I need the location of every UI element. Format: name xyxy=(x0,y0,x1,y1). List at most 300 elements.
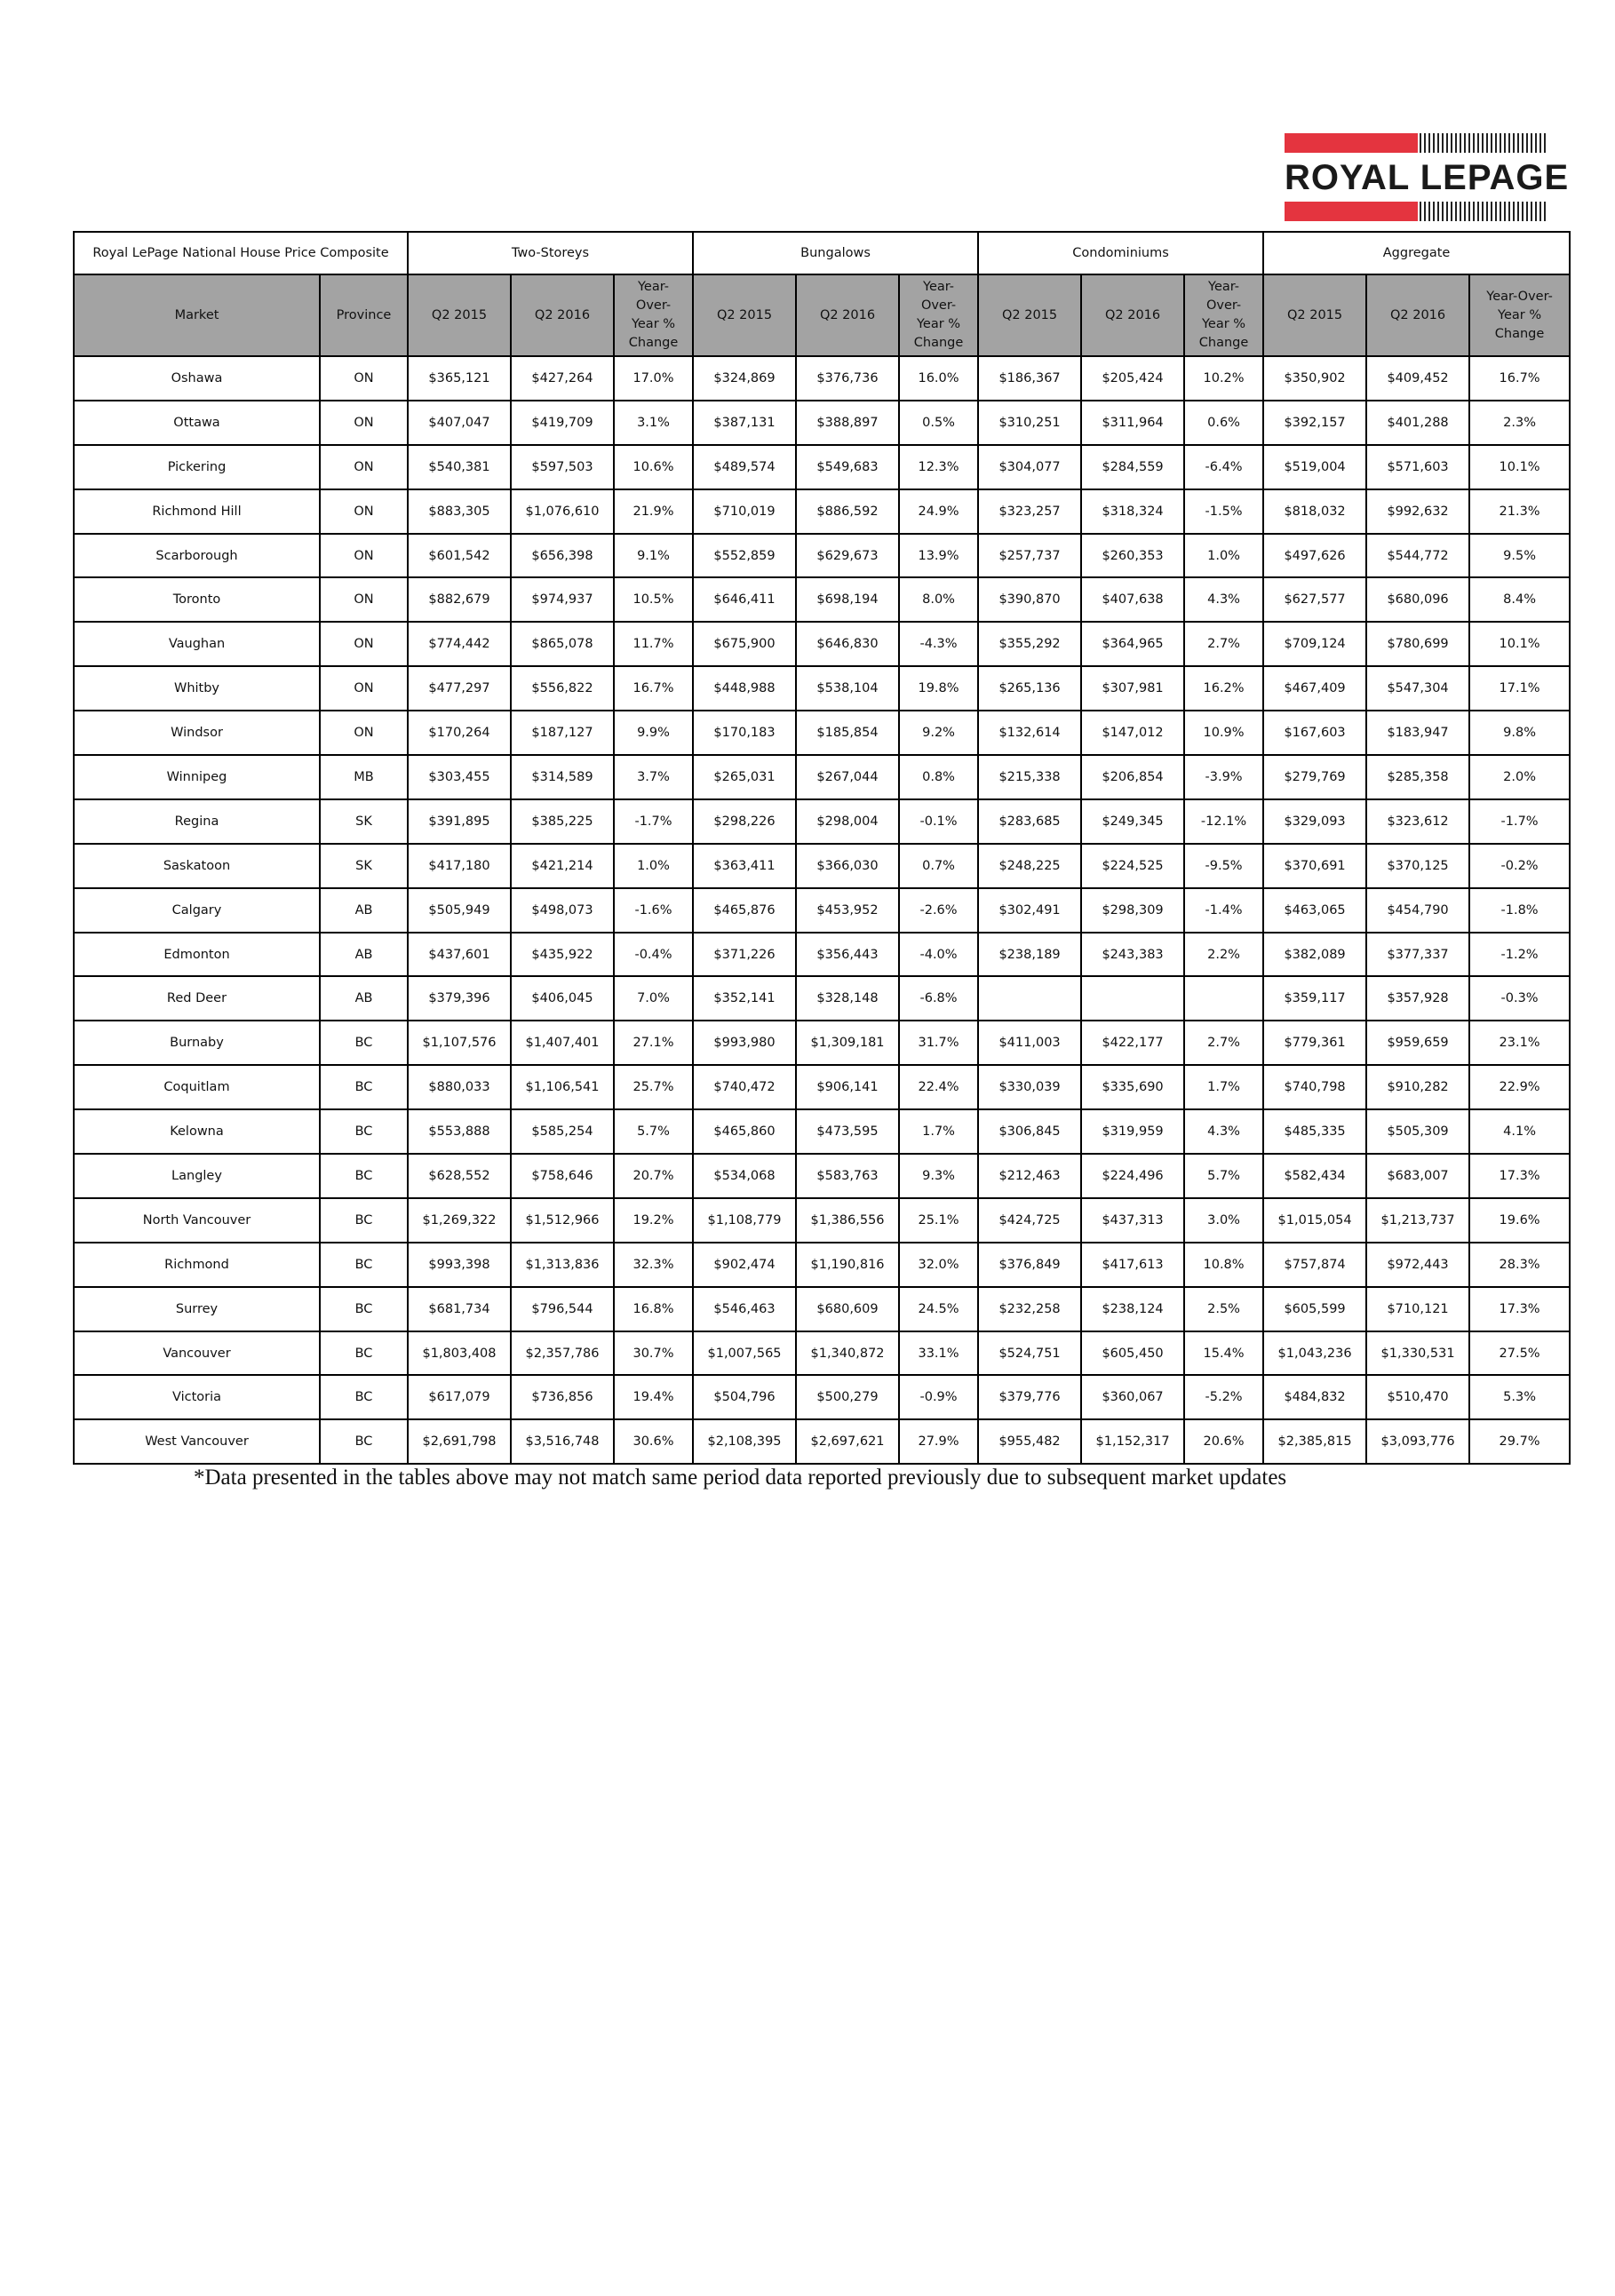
two-storeys-q2-2015-cell: $628,552 xyxy=(408,1154,511,1198)
two-storeys-q2-2016-cell: $3,516,748 xyxy=(511,1419,614,1464)
two-storeys-change-cell: -1.7% xyxy=(614,799,693,844)
province-cell: SK xyxy=(320,844,408,888)
bungalows-change-cell: 25.1% xyxy=(899,1198,978,1243)
aggregate-change-cell: 9.8% xyxy=(1469,711,1570,755)
column-header-row xyxy=(74,274,1570,356)
province-cell: BC xyxy=(320,1021,408,1065)
table-body xyxy=(74,356,1570,1464)
two-storeys-q2-2015-cell: $1,803,408 xyxy=(408,1331,511,1376)
col-two-storeys-q2-2016: Q2 2016 xyxy=(511,274,614,356)
logo-barcode-bottom xyxy=(1420,202,1546,221)
condominiums-change-cell: -1.4% xyxy=(1184,888,1263,933)
aggregate-q2-2016-cell: $505,309 xyxy=(1366,1109,1469,1154)
two-storeys-q2-2016-cell: $974,937 xyxy=(511,577,614,622)
table-row xyxy=(74,933,1570,977)
condominiums-change-cell: 2.7% xyxy=(1184,622,1263,666)
royal-lepage-logo xyxy=(1285,133,1570,220)
bungalows-q2-2015-cell: $546,463 xyxy=(693,1287,796,1331)
aggregate-q2-2015-cell: $1,015,054 xyxy=(1263,1198,1366,1243)
bungalows-change-cell: 9.3% xyxy=(899,1154,978,1198)
condominiums-q2-2016-cell: $243,383 xyxy=(1081,933,1184,977)
condominiums-q2-2015-cell xyxy=(978,976,1081,1021)
bungalows-q2-2016-cell: $1,340,872 xyxy=(796,1331,899,1376)
bungalows-q2-2016-cell: $629,673 xyxy=(796,534,899,578)
bungalows-change-cell: 1.7% xyxy=(899,1109,978,1154)
two-storeys-change-cell: 9.9% xyxy=(614,711,693,755)
two-storeys-q2-2015-cell: $407,047 xyxy=(408,401,511,445)
col-condominiums-q2-2015: Q2 2015 xyxy=(978,274,1081,356)
aggregate-q2-2015-cell: $467,409 xyxy=(1263,666,1366,711)
bungalows-q2-2016-cell: $1,386,556 xyxy=(796,1198,899,1243)
group-header-row xyxy=(74,232,1570,274)
condominiums-change-cell: -12.1% xyxy=(1184,799,1263,844)
two-storeys-change-cell: 30.7% xyxy=(614,1331,693,1376)
col-bungalows-q2-2016: Q2 2016 xyxy=(796,274,899,356)
aggregate-q2-2016-cell: $972,443 xyxy=(1366,1243,1469,1287)
bungalows-q2-2015-cell: $465,876 xyxy=(693,888,796,933)
aggregate-q2-2015-cell: $484,832 xyxy=(1263,1375,1366,1419)
aggregate-q2-2016-cell: $377,337 xyxy=(1366,933,1469,977)
bungalows-q2-2015-cell: $534,068 xyxy=(693,1154,796,1198)
table-row xyxy=(74,1331,1570,1376)
condominiums-q2-2015-cell: $265,136 xyxy=(978,666,1081,711)
group-two-storeys: Two-Storeys xyxy=(408,232,693,274)
condominiums-change-cell: -5.2% xyxy=(1184,1375,1263,1419)
bungalows-q2-2016-cell: $500,279 xyxy=(796,1375,899,1419)
aggregate-change-cell: 10.1% xyxy=(1469,622,1570,666)
bungalows-change-cell: 32.0% xyxy=(899,1243,978,1287)
condominiums-q2-2016-cell: $147,012 xyxy=(1081,711,1184,755)
two-storeys-q2-2015-cell: $437,601 xyxy=(408,933,511,977)
province-cell: ON xyxy=(320,534,408,578)
condominiums-change-cell: -6.4% xyxy=(1184,445,1263,489)
aggregate-q2-2016-cell: $571,603 xyxy=(1366,445,1469,489)
bungalows-q2-2016-cell: $298,004 xyxy=(796,799,899,844)
condominiums-q2-2016-cell: $260,353 xyxy=(1081,534,1184,578)
condominiums-q2-2015-cell: $304,077 xyxy=(978,445,1081,489)
two-storeys-change-cell: 16.7% xyxy=(614,666,693,711)
bungalows-q2-2016-cell: $376,736 xyxy=(796,356,899,401)
condominiums-change-cell: -9.5% xyxy=(1184,844,1263,888)
aggregate-q2-2015-cell: $1,043,236 xyxy=(1263,1331,1366,1376)
bungalows-change-cell: -4.3% xyxy=(899,622,978,666)
two-storeys-change-cell: 7.0% xyxy=(614,976,693,1021)
two-storeys-q2-2016-cell: $187,127 xyxy=(511,711,614,755)
aggregate-q2-2016-cell: $401,288 xyxy=(1366,401,1469,445)
table-row xyxy=(74,755,1570,799)
bungalows-q2-2016-cell: $680,609 xyxy=(796,1287,899,1331)
aggregate-q2-2016-cell: $183,947 xyxy=(1366,711,1469,755)
group-condominiums: Condominiums xyxy=(978,232,1263,274)
province-cell: ON xyxy=(320,401,408,445)
table-row xyxy=(74,1021,1570,1065)
market-cell: Kelowna xyxy=(74,1109,320,1154)
bungalows-q2-2015-cell: $504,796 xyxy=(693,1375,796,1419)
two-storeys-q2-2016-cell: $758,646 xyxy=(511,1154,614,1198)
market-cell: Regina xyxy=(74,799,320,844)
two-storeys-q2-2015-cell: $601,542 xyxy=(408,534,511,578)
market-cell: Red Deer xyxy=(74,976,320,1021)
aggregate-change-cell: -1.2% xyxy=(1469,933,1570,977)
aggregate-q2-2015-cell: $370,691 xyxy=(1263,844,1366,888)
market-cell: Saskatoon xyxy=(74,844,320,888)
province-cell: AB xyxy=(320,933,408,977)
two-storeys-change-cell: 10.6% xyxy=(614,445,693,489)
two-storeys-q2-2015-cell: $417,180 xyxy=(408,844,511,888)
two-storeys-change-cell: 16.8% xyxy=(614,1287,693,1331)
group-aggregate: Aggregate xyxy=(1263,232,1570,274)
province-cell: BC xyxy=(320,1154,408,1198)
aggregate-q2-2015-cell: $582,434 xyxy=(1263,1154,1366,1198)
aggregate-q2-2016-cell: $510,470 xyxy=(1366,1375,1469,1419)
two-storeys-q2-2015-cell: $993,398 xyxy=(408,1243,511,1287)
market-cell: Langley xyxy=(74,1154,320,1198)
aggregate-q2-2015-cell: $463,065 xyxy=(1263,888,1366,933)
aggregate-q2-2016-cell: $710,121 xyxy=(1366,1287,1469,1331)
province-cell: BC xyxy=(320,1331,408,1376)
aggregate-q2-2015-cell: $167,603 xyxy=(1263,711,1366,755)
condominiums-q2-2016-cell: $605,450 xyxy=(1081,1331,1184,1376)
two-storeys-change-cell: 5.7% xyxy=(614,1109,693,1154)
aggregate-q2-2016-cell: $3,093,776 xyxy=(1366,1419,1469,1464)
two-storeys-change-cell: 32.3% xyxy=(614,1243,693,1287)
table-row xyxy=(74,534,1570,578)
province-cell: AB xyxy=(320,888,408,933)
bungalows-change-cell: 27.9% xyxy=(899,1419,978,1464)
two-storeys-change-cell: 20.7% xyxy=(614,1154,693,1198)
aggregate-q2-2016-cell: $544,772 xyxy=(1366,534,1469,578)
col-two-storeys-q2-2015: Q2 2015 xyxy=(408,274,511,356)
two-storeys-q2-2016-cell: $498,073 xyxy=(511,888,614,933)
condominiums-q2-2016-cell: $335,690 xyxy=(1081,1065,1184,1109)
bungalows-q2-2015-cell: $2,108,395 xyxy=(693,1419,796,1464)
two-storeys-q2-2016-cell: $585,254 xyxy=(511,1109,614,1154)
market-cell: Windsor xyxy=(74,711,320,755)
two-storeys-change-cell: 9.1% xyxy=(614,534,693,578)
col-bungalows-q2-2015: Q2 2015 xyxy=(693,274,796,356)
two-storeys-q2-2016-cell: $1,313,836 xyxy=(511,1243,614,1287)
aggregate-q2-2016-cell: $780,699 xyxy=(1366,622,1469,666)
two-storeys-q2-2015-cell: $681,734 xyxy=(408,1287,511,1331)
aggregate-q2-2016-cell: $992,632 xyxy=(1366,489,1469,534)
aggregate-change-cell: 16.7% xyxy=(1469,356,1570,401)
province-cell: BC xyxy=(320,1243,408,1287)
bungalows-change-cell: -0.9% xyxy=(899,1375,978,1419)
two-storeys-q2-2016-cell: $656,398 xyxy=(511,534,614,578)
province-cell: AB xyxy=(320,976,408,1021)
market-cell: Calgary xyxy=(74,888,320,933)
two-storeys-change-cell: 19.2% xyxy=(614,1198,693,1243)
two-storeys-q2-2016-cell: $597,503 xyxy=(511,445,614,489)
bungalows-q2-2015-cell: $675,900 xyxy=(693,622,796,666)
condominiums-q2-2016-cell: $422,177 xyxy=(1081,1021,1184,1065)
two-storeys-q2-2015-cell: $617,079 xyxy=(408,1375,511,1419)
two-storeys-q2-2015-cell: $170,264 xyxy=(408,711,511,755)
two-storeys-change-cell: 25.7% xyxy=(614,1065,693,1109)
col-bungalows-change: Year-Over-Year % Change xyxy=(899,274,978,356)
condominiums-q2-2016-cell: $284,559 xyxy=(1081,445,1184,489)
table-row xyxy=(74,445,1570,489)
condominiums-q2-2016-cell: $437,313 xyxy=(1081,1198,1184,1243)
two-storeys-q2-2016-cell: $1,106,541 xyxy=(511,1065,614,1109)
aggregate-q2-2016-cell: $323,612 xyxy=(1366,799,1469,844)
bungalows-q2-2016-cell: $356,443 xyxy=(796,933,899,977)
aggregate-q2-2016-cell: $683,007 xyxy=(1366,1154,1469,1198)
condominiums-q2-2015-cell: $955,482 xyxy=(978,1419,1081,1464)
two-storeys-q2-2016-cell: $556,822 xyxy=(511,666,614,711)
two-storeys-q2-2015-cell: $379,396 xyxy=(408,976,511,1021)
aggregate-change-cell: -0.3% xyxy=(1469,976,1570,1021)
aggregate-change-cell: 27.5% xyxy=(1469,1331,1570,1376)
market-cell: Burnaby xyxy=(74,1021,320,1065)
market-cell: Surrey xyxy=(74,1287,320,1331)
condominiums-change-cell: 2.2% xyxy=(1184,933,1263,977)
two-storeys-q2-2015-cell: $882,679 xyxy=(408,577,511,622)
bungalows-q2-2015-cell: $387,131 xyxy=(693,401,796,445)
two-storeys-q2-2016-cell: $1,407,401 xyxy=(511,1021,614,1065)
condominiums-q2-2016-cell: $360,067 xyxy=(1081,1375,1184,1419)
bungalows-change-cell: 24.5% xyxy=(899,1287,978,1331)
col-aggregate-q2-2016: Q2 2016 xyxy=(1366,274,1469,356)
aggregate-change-cell: 8.4% xyxy=(1469,577,1570,622)
province-cell: ON xyxy=(320,711,408,755)
condominiums-q2-2016-cell: $307,981 xyxy=(1081,666,1184,711)
aggregate-q2-2016-cell: $454,790 xyxy=(1366,888,1469,933)
bungalows-change-cell: -6.8% xyxy=(899,976,978,1021)
house-price-table xyxy=(73,231,1571,1465)
bungalows-q2-2015-cell: $170,183 xyxy=(693,711,796,755)
bungalows-change-cell: -2.6% xyxy=(899,888,978,933)
condominiums-change-cell xyxy=(1184,976,1263,1021)
bungalows-q2-2015-cell: $465,860 xyxy=(693,1109,796,1154)
table-row xyxy=(74,401,1570,445)
bungalows-q2-2016-cell: $388,897 xyxy=(796,401,899,445)
aggregate-change-cell: 2.3% xyxy=(1469,401,1570,445)
province-cell: ON xyxy=(320,577,408,622)
footnote: *Data presented in the tables above may not match same period data reported previously due to subsequent market updates xyxy=(194,1466,1287,1490)
market-cell: Richmond xyxy=(74,1243,320,1287)
table-row xyxy=(74,577,1570,622)
market-cell: Edmonton xyxy=(74,933,320,977)
bungalows-q2-2016-cell: $328,148 xyxy=(796,976,899,1021)
condominiums-change-cell: 10.8% xyxy=(1184,1243,1263,1287)
aggregate-q2-2015-cell: $392,157 xyxy=(1263,401,1366,445)
two-storeys-change-cell: 19.4% xyxy=(614,1375,693,1419)
two-storeys-q2-2015-cell: $477,297 xyxy=(408,666,511,711)
aggregate-q2-2015-cell: $519,004 xyxy=(1263,445,1366,489)
province-cell: ON xyxy=(320,356,408,401)
col-condominiums-q2-2016: Q2 2016 xyxy=(1081,274,1184,356)
col-condominiums-change: Year-Over-Year % Change xyxy=(1184,274,1263,356)
table-row xyxy=(74,1243,1570,1287)
two-storeys-change-cell: -1.6% xyxy=(614,888,693,933)
two-storeys-q2-2015-cell: $553,888 xyxy=(408,1109,511,1154)
market-cell: Richmond Hill xyxy=(74,489,320,534)
condominiums-q2-2015-cell: $411,003 xyxy=(978,1021,1081,1065)
bungalows-q2-2016-cell: $1,309,181 xyxy=(796,1021,899,1065)
condominiums-q2-2015-cell: $306,845 xyxy=(978,1109,1081,1154)
bungalows-change-cell: 13.9% xyxy=(899,534,978,578)
table-row xyxy=(74,666,1570,711)
aggregate-change-cell: -0.2% xyxy=(1469,844,1570,888)
bungalows-q2-2016-cell: $583,763 xyxy=(796,1154,899,1198)
condominiums-q2-2015-cell: $330,039 xyxy=(978,1065,1081,1109)
market-cell: Victoria xyxy=(74,1375,320,1419)
table-row xyxy=(74,1109,1570,1154)
two-storeys-q2-2015-cell: $505,949 xyxy=(408,888,511,933)
aggregate-q2-2015-cell: $485,335 xyxy=(1263,1109,1366,1154)
market-cell: Winnipeg xyxy=(74,755,320,799)
two-storeys-q2-2015-cell: $303,455 xyxy=(408,755,511,799)
condominiums-q2-2015-cell: $232,258 xyxy=(978,1287,1081,1331)
table-row xyxy=(74,489,1570,534)
two-storeys-q2-2016-cell: $1,076,610 xyxy=(511,489,614,534)
table-row xyxy=(74,622,1570,666)
aggregate-q2-2016-cell: $409,452 xyxy=(1366,356,1469,401)
condominiums-change-cell: 3.0% xyxy=(1184,1198,1263,1243)
condominiums-q2-2015-cell: $310,251 xyxy=(978,401,1081,445)
col-province: Province xyxy=(320,274,408,356)
two-storeys-q2-2016-cell: $435,922 xyxy=(511,933,614,977)
bungalows-change-cell: 8.0% xyxy=(899,577,978,622)
two-storeys-q2-2016-cell: $427,264 xyxy=(511,356,614,401)
condominiums-change-cell: 4.3% xyxy=(1184,577,1263,622)
two-storeys-q2-2015-cell: $880,033 xyxy=(408,1065,511,1109)
condominiums-change-cell: 4.3% xyxy=(1184,1109,1263,1154)
bungalows-change-cell: 12.3% xyxy=(899,445,978,489)
table-row xyxy=(74,888,1570,933)
two-storeys-q2-2016-cell: $865,078 xyxy=(511,622,614,666)
province-cell: BC xyxy=(320,1065,408,1109)
aggregate-change-cell: 29.7% xyxy=(1469,1419,1570,1464)
condominiums-q2-2016-cell: $319,959 xyxy=(1081,1109,1184,1154)
aggregate-change-cell: 9.5% xyxy=(1469,534,1570,578)
condominiums-q2-2015-cell: $212,463 xyxy=(978,1154,1081,1198)
two-storeys-change-cell: 1.0% xyxy=(614,844,693,888)
market-cell: Vaughan xyxy=(74,622,320,666)
condominiums-q2-2016-cell: $407,638 xyxy=(1081,577,1184,622)
bungalows-q2-2016-cell: $538,104 xyxy=(796,666,899,711)
bungalows-q2-2015-cell: $371,226 xyxy=(693,933,796,977)
two-storeys-q2-2015-cell: $365,121 xyxy=(408,356,511,401)
col-aggregate-q2-2015: Q2 2015 xyxy=(1263,274,1366,356)
aggregate-q2-2015-cell: $818,032 xyxy=(1263,489,1366,534)
table-row xyxy=(74,1375,1570,1419)
aggregate-q2-2016-cell: $1,330,531 xyxy=(1366,1331,1469,1376)
col-market: Market xyxy=(74,274,320,356)
market-cell: Whitby xyxy=(74,666,320,711)
bungalows-q2-2016-cell: $366,030 xyxy=(796,844,899,888)
province-cell: ON xyxy=(320,666,408,711)
aggregate-change-cell: 17.3% xyxy=(1469,1287,1570,1331)
bungalows-q2-2016-cell: $646,830 xyxy=(796,622,899,666)
condominiums-change-cell: 15.4% xyxy=(1184,1331,1263,1376)
condominiums-q2-2016-cell: $205,424 xyxy=(1081,356,1184,401)
bungalows-q2-2016-cell: $185,854 xyxy=(796,711,899,755)
table-row xyxy=(74,711,1570,755)
market-cell: Toronto xyxy=(74,577,320,622)
province-cell: BC xyxy=(320,1198,408,1243)
aggregate-change-cell: -1.7% xyxy=(1469,799,1570,844)
bungalows-q2-2016-cell: $267,044 xyxy=(796,755,899,799)
two-storeys-change-cell: 11.7% xyxy=(614,622,693,666)
bungalows-change-cell: -0.1% xyxy=(899,799,978,844)
two-storeys-q2-2015-cell: $391,895 xyxy=(408,799,511,844)
bungalows-q2-2016-cell: $1,190,816 xyxy=(796,1243,899,1287)
condominiums-q2-2016-cell: $1,152,317 xyxy=(1081,1419,1184,1464)
aggregate-q2-2015-cell: $709,124 xyxy=(1263,622,1366,666)
bungalows-change-cell: 16.0% xyxy=(899,356,978,401)
condominiums-q2-2015-cell: $390,870 xyxy=(978,577,1081,622)
bungalows-change-cell: 9.2% xyxy=(899,711,978,755)
aggregate-q2-2016-cell: $1,213,737 xyxy=(1366,1198,1469,1243)
condominiums-q2-2015-cell: $524,751 xyxy=(978,1331,1081,1376)
aggregate-q2-2016-cell: $680,096 xyxy=(1366,577,1469,622)
aggregate-q2-2016-cell: $547,304 xyxy=(1366,666,1469,711)
two-storeys-change-cell: 10.5% xyxy=(614,577,693,622)
province-cell: SK xyxy=(320,799,408,844)
condominiums-q2-2015-cell: $186,367 xyxy=(978,356,1081,401)
two-storeys-q2-2016-cell: $419,709 xyxy=(511,401,614,445)
condominiums-change-cell: 2.7% xyxy=(1184,1021,1263,1065)
market-cell: West Vancouver xyxy=(74,1419,320,1464)
col-aggregate-change: Year-Over-Year % Change xyxy=(1469,274,1570,356)
bungalows-q2-2015-cell: $646,411 xyxy=(693,577,796,622)
aggregate-q2-2015-cell: $350,902 xyxy=(1263,356,1366,401)
condominiums-q2-2015-cell: $376,849 xyxy=(978,1243,1081,1287)
condominiums-q2-2015-cell: $379,776 xyxy=(978,1375,1081,1419)
bungalows-change-cell: 0.5% xyxy=(899,401,978,445)
two-storeys-q2-2016-cell: $796,544 xyxy=(511,1287,614,1331)
two-storeys-q2-2016-cell: $1,512,966 xyxy=(511,1198,614,1243)
table-row xyxy=(74,356,1570,401)
market-cell: Ottawa xyxy=(74,401,320,445)
bungalows-q2-2016-cell: $473,595 xyxy=(796,1109,899,1154)
table-row xyxy=(74,1154,1570,1198)
aggregate-q2-2015-cell: $497,626 xyxy=(1263,534,1366,578)
bungalows-q2-2015-cell: $993,980 xyxy=(693,1021,796,1065)
aggregate-q2-2015-cell: $382,089 xyxy=(1263,933,1366,977)
condominiums-q2-2015-cell: $132,614 xyxy=(978,711,1081,755)
bungalows-change-cell: 31.7% xyxy=(899,1021,978,1065)
bungalows-q2-2016-cell: $698,194 xyxy=(796,577,899,622)
bungalows-q2-2015-cell: $1,108,779 xyxy=(693,1198,796,1243)
province-cell: BC xyxy=(320,1375,408,1419)
bungalows-q2-2015-cell: $448,988 xyxy=(693,666,796,711)
province-cell: ON xyxy=(320,622,408,666)
province-cell: ON xyxy=(320,489,408,534)
table-row xyxy=(74,1065,1570,1109)
province-cell: MB xyxy=(320,755,408,799)
condominiums-change-cell: 2.5% xyxy=(1184,1287,1263,1331)
aggregate-q2-2015-cell: $605,599 xyxy=(1263,1287,1366,1331)
aggregate-change-cell: 17.1% xyxy=(1469,666,1570,711)
two-storeys-change-cell: -0.4% xyxy=(614,933,693,977)
province-cell: BC xyxy=(320,1419,408,1464)
bungalows-q2-2015-cell: $352,141 xyxy=(693,976,796,1021)
two-storeys-q2-2015-cell: $883,305 xyxy=(408,489,511,534)
aggregate-change-cell: 2.0% xyxy=(1469,755,1570,799)
condominiums-change-cell: 1.0% xyxy=(1184,534,1263,578)
aggregate-change-cell: 28.3% xyxy=(1469,1243,1570,1287)
bungalows-q2-2015-cell: $552,859 xyxy=(693,534,796,578)
table-row xyxy=(74,1419,1570,1464)
province-cell: ON xyxy=(320,445,408,489)
two-storeys-change-cell: 30.6% xyxy=(614,1419,693,1464)
aggregate-change-cell: 21.3% xyxy=(1469,489,1570,534)
aggregate-q2-2015-cell: $757,874 xyxy=(1263,1243,1366,1287)
two-storeys-q2-2015-cell: $1,269,322 xyxy=(408,1198,511,1243)
